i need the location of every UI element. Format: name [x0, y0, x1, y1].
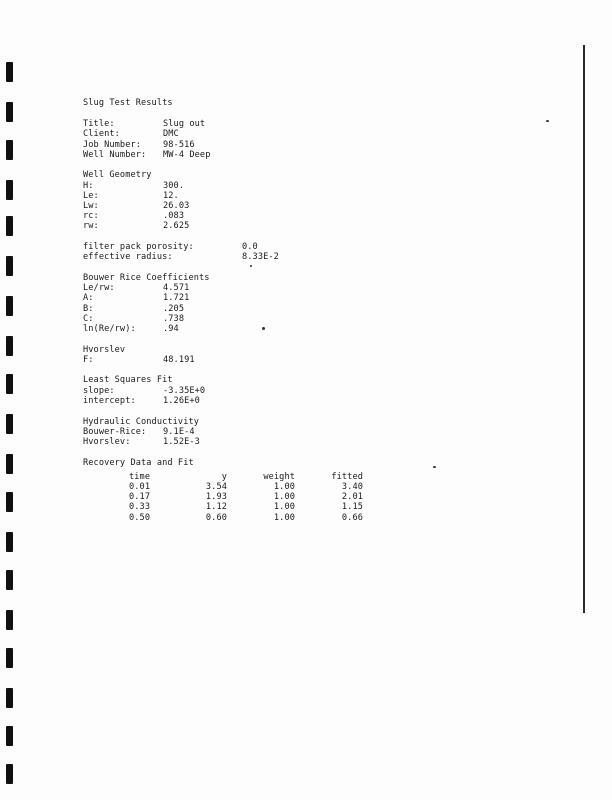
field-label: filter pack porosity: — [83, 242, 194, 253]
field-value: 1.721 — [163, 293, 190, 304]
table-row — [129, 492, 363, 502]
report-title: Slug Test Results — [83, 98, 173, 108]
field-label: Bouwer-Rice: — [83, 426, 147, 437]
binder-hole-mark — [6, 688, 13, 708]
column-header: weight — [263, 471, 295, 482]
binder-hole-mark — [6, 532, 13, 552]
binder-hole-mark — [6, 256, 13, 276]
field-value: 9.1E-4 — [163, 426, 195, 437]
field-value: 1.26E+0 — [163, 395, 200, 406]
field-label: Le/rw: — [83, 283, 115, 294]
binder-hole-mark — [6, 374, 13, 394]
field-value: 4.571 — [163, 283, 190, 294]
section-heading: Least Squares Fit — [83, 375, 173, 386]
filter-row — [83, 252, 363, 262]
table-row — [129, 513, 363, 523]
conductivity-row — [83, 427, 363, 437]
binder-hole-mark — [6, 764, 13, 784]
geometry-row — [83, 181, 363, 191]
field-label: Title: — [83, 119, 115, 130]
table-header-row — [129, 472, 363, 482]
well-geometry-section — [83, 170, 363, 231]
field-value: 26.03 — [163, 201, 190, 211]
binder-hole-mark — [6, 726, 13, 746]
table-cell: 1.00 — [273, 481, 295, 492]
geometry-row — [83, 191, 363, 201]
field-label: slope: — [83, 385, 115, 396]
field-label: intercept: — [83, 395, 136, 406]
filter-row — [83, 242, 363, 252]
table-cell: 1.00 — [273, 502, 295, 513]
recovery-section — [83, 458, 363, 523]
header-row — [83, 140, 363, 150]
header-row — [83, 150, 363, 160]
field-label: effective radius: — [83, 252, 173, 263]
table-cell: 1.15 — [341, 502, 363, 513]
field-value: .94 — [163, 323, 179, 334]
scan-speck — [546, 120, 549, 122]
field-value: 300. — [163, 180, 185, 191]
section-heading: Hvorslev — [83, 344, 126, 355]
field-label: C: — [83, 313, 94, 324]
table-cell: 3.40 — [341, 481, 363, 492]
column-header: time — [129, 471, 151, 482]
table-cell: 0.33 — [129, 502, 151, 513]
binder-hole-mark — [6, 492, 13, 512]
field-label: Client: — [83, 129, 120, 140]
table-row — [129, 482, 363, 492]
field-value: 0.0 — [242, 242, 258, 253]
binder-hole-mark — [6, 62, 13, 82]
table-cell: 0.60 — [205, 512, 227, 523]
slug-test-report — [83, 98, 363, 523]
field-value: MW-4 Deep — [163, 149, 211, 160]
binder-hole-mark — [6, 454, 13, 474]
recovery-table — [129, 472, 363, 523]
section-heading: Well Geometry — [83, 170, 152, 181]
binder-hole-mark — [6, 296, 13, 316]
section-heading: Bouwer Rice Coefficients — [83, 272, 210, 283]
field-label: ln(Re/rw): — [83, 323, 136, 334]
field-value: .205 — [163, 303, 185, 314]
field-value: 48.191 — [163, 354, 195, 365]
binder-hole-mark — [6, 180, 13, 200]
field-value: Slug out — [163, 119, 206, 130]
section-heading: Hydraulic Conductivity — [83, 416, 200, 427]
field-label: Hvorslev: — [83, 436, 131, 447]
field-label: Le: — [83, 190, 99, 201]
filter-section — [83, 242, 363, 262]
coefficient-row — [83, 314, 363, 324]
fit-row — [83, 386, 363, 396]
header-row — [83, 119, 363, 129]
table-cell: 1.93 — [205, 492, 227, 503]
binder-hole-mark — [6, 336, 13, 356]
binder-hole-mark — [6, 610, 13, 630]
field-label: rc: — [83, 211, 99, 222]
table-cell: 1.12 — [205, 502, 227, 513]
hvorslev-row — [83, 355, 363, 365]
field-label: A: — [83, 293, 94, 304]
table-cell: 2.01 — [341, 492, 363, 503]
coefficient-row — [83, 304, 363, 314]
header-fields — [83, 119, 363, 160]
table-cell: 0.01 — [129, 481, 151, 492]
table-cell: 1.00 — [273, 512, 295, 523]
hydraulic-conductivity-section — [83, 417, 363, 448]
scan-speck — [433, 466, 436, 468]
field-value: 98-516 — [163, 139, 195, 150]
field-value: 1.52E-3 — [163, 436, 200, 447]
geometry-row — [83, 211, 363, 221]
field-value: 8.33E-2 — [242, 252, 279, 263]
field-label: B: — [83, 303, 94, 314]
scan-edge-line — [583, 45, 585, 613]
section-heading: Recovery Data and Fit — [83, 457, 194, 468]
conductivity-row — [83, 437, 363, 447]
fit-row — [83, 396, 363, 406]
header-row — [83, 129, 363, 139]
coefficient-row — [83, 293, 363, 303]
binder-hole-mark — [6, 570, 13, 590]
field-label: Job Number: — [83, 139, 142, 150]
field-value: 12. — [163, 190, 179, 201]
binder-hole-mark — [6, 216, 13, 236]
table-cell: 0.17 — [129, 492, 151, 503]
table-cell: 3.54 — [205, 481, 227, 492]
field-value: .738 — [163, 313, 185, 324]
binder-hole-mark — [6, 648, 13, 668]
column-header: fitted — [331, 471, 363, 482]
field-value: .083 — [163, 211, 185, 222]
field-label: H: — [83, 180, 94, 191]
binder-hole-mark — [6, 102, 13, 122]
table-cell: 1.00 — [273, 492, 295, 503]
field-value: -3.35E+0 — [163, 385, 206, 396]
field-label: rw: — [83, 221, 99, 232]
coefficient-row — [83, 283, 363, 293]
geometry-row — [83, 221, 363, 231]
field-value: DMC — [163, 129, 179, 140]
field-label: F: — [83, 354, 94, 365]
table-row — [129, 502, 363, 512]
column-header: y — [221, 471, 227, 482]
field-value: 2.625 — [163, 221, 190, 232]
binder-hole-mark — [6, 414, 13, 434]
least-squares-section — [83, 375, 363, 406]
table-cell: 0.50 — [129, 512, 151, 523]
binder-hole-mark — [6, 140, 13, 160]
geometry-row — [83, 201, 363, 211]
field-label: Well Number: — [83, 149, 147, 160]
field-label: Lw: — [83, 201, 99, 211]
table-cell: 0.66 — [341, 512, 363, 523]
bouwer-rice-section — [83, 273, 363, 334]
hvorslev-section — [83, 345, 363, 365]
coefficient-row — [83, 324, 363, 334]
